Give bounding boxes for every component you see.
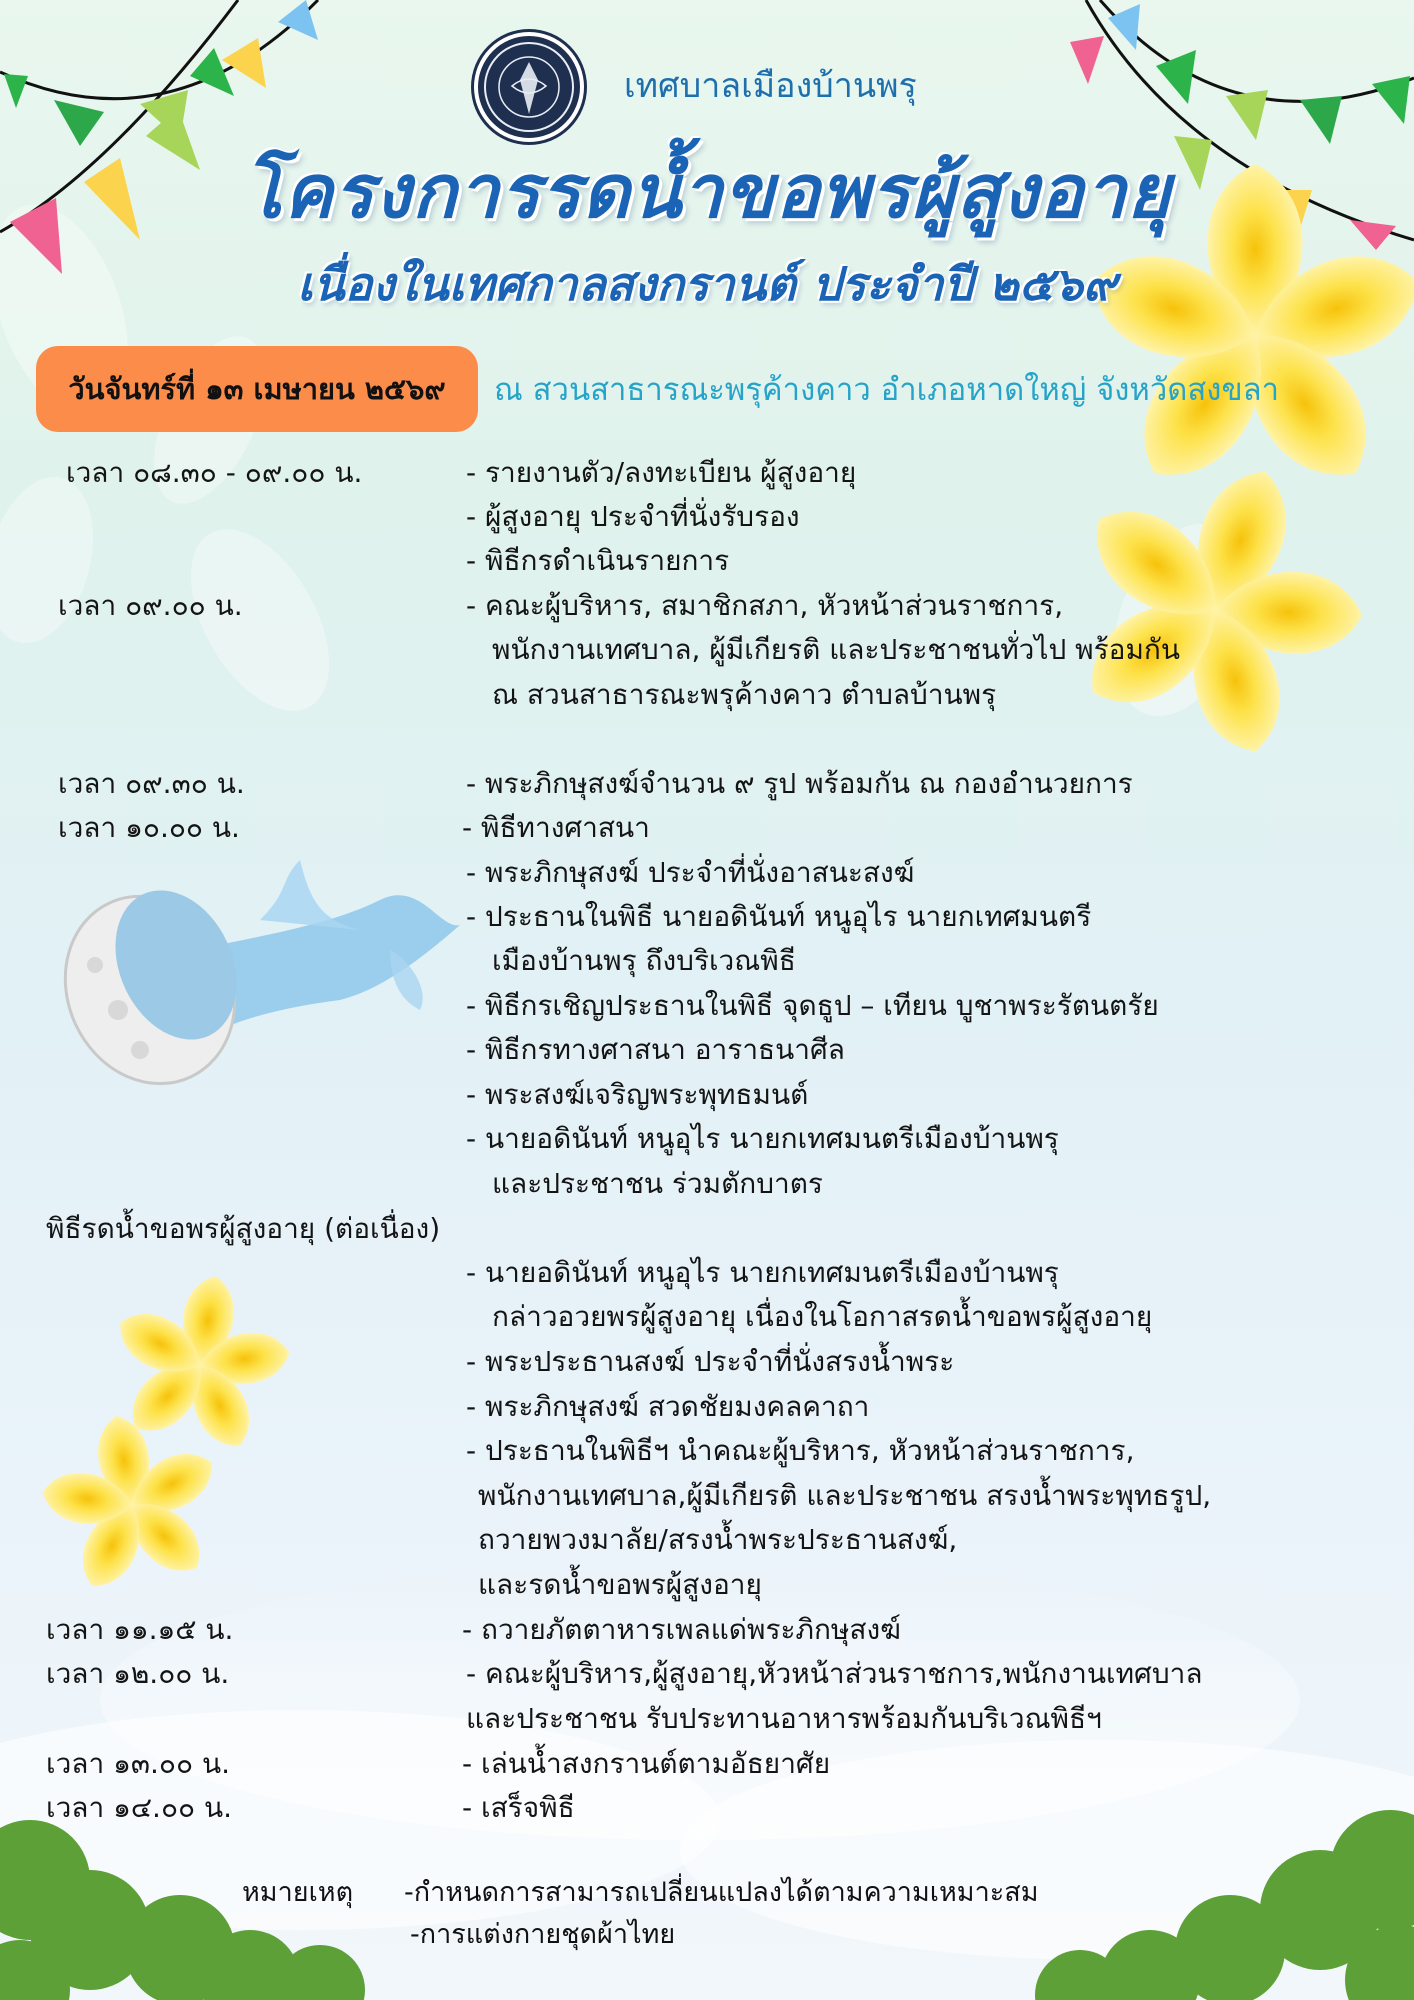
page-subtitle: เนื่องในเทศกาลสงกรานต์ ประจำปี ๒๕๖๙ (297, 257, 1117, 311)
schedule-item: ถวายพวงมาลัย/สรงน้ำพระประธานสงฆ์, (478, 1523, 958, 1556)
time-label: เวลา ๐๙.๐๐ น. (58, 589, 243, 622)
schedule-item: พนักงานเทศบาล, ผู้มีเกียรติ และประชาชนทั่วไป พร้อมกัน (492, 633, 1181, 666)
schedule-item: เมืองบ้านพรุ ถึงบริเวณพิธี (492, 944, 796, 977)
schedule-item: - พิธีกรเชิญประธานในพิธี จุดธูป – เทียน บูชาพระรัตนตรัย (466, 989, 1159, 1022)
schedule-item: - คณะผู้บริหาร,ผู้สูงอายุ,หัวหน้าส่วนราชการ,พนักงานเทศบาล (466, 1657, 1203, 1690)
frangipani-flower (1070, 458, 1364, 763)
time-label: เวลา ๐๘.๓๐ - ๐๙.๐๐ น. (66, 456, 363, 489)
event-venue: ณ สวนสาธารณะพรุค้างคาว อำเภอหาดใหญ่ จังหวัดสงขลา (494, 372, 1280, 408)
schedule-item: - พิธีทางศาสนา (462, 811, 650, 844)
municipal-seal-icon (474, 32, 584, 142)
schedule-item: - รายงานตัว/ลงทะเบียน ผู้สูงอายุ (466, 456, 857, 489)
schedule-item: พนักงานเทศบาล,ผู้มีเกียรติ และประชาชน สรงน้ำพระพุทธรูป, (478, 1479, 1212, 1512)
time-label: เวลา ๑๓.๐๐ น. (46, 1747, 231, 1780)
schedule-item: และประชาชน ร่วมตักบาตร (492, 1167, 823, 1200)
section-heading: พิธีรดน้ำขอพรผู้สูงอายุ (ต่อเนื่อง) (46, 1212, 441, 1245)
time-label: เวลา ๑๒.๐๐ น. (46, 1657, 230, 1690)
page-title: โครงการรดน้ำขอพรผู้สูงอายุ (242, 149, 1172, 235)
schedule-item: - พิธีกรทางศาสนา อาราธนาศีล (466, 1033, 845, 1066)
note-label: หมายเหตุ (242, 1877, 354, 1908)
schedule-item: - เล่นน้ำสงกรานต์ตามอัธยาศัย (462, 1747, 831, 1780)
schedule-item: และประชาชน รับประทานอาหารพร้อมกันบริเวณพิธีฯ (466, 1702, 1102, 1735)
schedule-item: - พิธีกรดำเนินรายการ (466, 544, 730, 577)
time-label: เวลา ๑๑.๑๕ น. (46, 1613, 234, 1646)
schedule-item: - ประธานในพิธี นายอดินันท์ หนูอุไร นายกเทศมนตรี (466, 900, 1092, 933)
event-date-badge: วันจันทร์ที่ ๑๓ เมษายน ๒๕๖๙ (36, 346, 478, 432)
schedule-item: - ผู้สูงอายุ ประจำที่นั่งรับรอง (466, 500, 800, 533)
time-label: เวลา ๑๐.๐๐ น. (58, 811, 240, 844)
schedule-item: - พระภิกษุสงฆ์ ประจำที่นั่งอาสนะสงฆ์ (466, 856, 915, 889)
note-line: -กำหนดการสามารถเปลี่ยนแปลงได้ตามความเหมาะสม (404, 1877, 1039, 1908)
schedule-item: - พระสงฆ์เจริญพระพุทธมนต์ (466, 1078, 809, 1111)
schedule-item: - ถวายภัตตาหารเพลแด่พระภิกษุสงฆ์ (462, 1613, 901, 1646)
schedule-item: - พระประธานสงฆ์ ประจำที่นั่งสรงน้ำพระ (466, 1345, 955, 1378)
schedule-item: กล่าวอวยพรผู้สูงอายุ เนื่องในโอกาสรดน้ำขอพรผู้สูงอายุ (492, 1300, 1153, 1333)
schedule-item: - พระภิกษุสงฆ์ สวดชัยมงคลคาถา (466, 1390, 870, 1423)
schedule-item: - คณะผู้บริหาร, สมาชิกสภา, หัวหน้าส่วนราชการ, (466, 589, 1064, 622)
water-bowl-splash-icon (35, 860, 460, 1112)
schedule-item: - เสร็จพิธี (462, 1791, 575, 1824)
schedule-item: - พระภิกษุสงฆ์จำนวน ๙ รูป พร้อมกัน ณ กองอำนวยการ (466, 767, 1133, 800)
time-label: เวลา ๐๙.๓๐ น. (58, 767, 245, 800)
schedule-item: - นายอดินันท์ หนูอุไร นายกเทศมนตรีเมืองบ้านพรุ (466, 1122, 1059, 1155)
schedule-item: - ประธานในพิธีฯ นำคณะผู้บริหาร, หัวหน้าส่วนราชการ, (466, 1434, 1135, 1467)
schedule-item: - นายอดินันท์ หนูอุไร นายกเทศมนตรีเมืองบ้านพรุ (466, 1256, 1059, 1289)
time-label: เวลา ๑๔.๐๐ น. (46, 1791, 233, 1824)
organization-name: เทศบาลเมืองบ้านพรุ (624, 66, 917, 106)
schedule-item: ณ สวนสาธารณะพรุค้างคาว ตำบลบ้านพรุ (492, 678, 997, 711)
frangipani-flower (39, 1412, 223, 1597)
schedule-item: และรดน้ำขอพรผู้สูงอายุ (478, 1568, 762, 1601)
note-line: -การแต่งกายชุดผ้าไทย (410, 1919, 676, 1950)
